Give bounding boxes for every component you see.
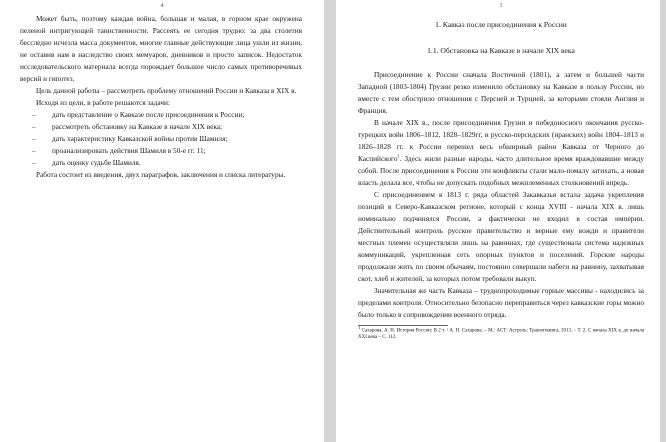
list-item: [32, 121, 302, 133]
dash-bullet-icon: –: [32, 146, 36, 155]
chapter-title: 1. Кавказ после присоединения к России: [435, 20, 567, 29]
task-text: дать характеристику Кавказской войны против Шамиля;: [52, 134, 228, 143]
task-text: дать представление о Кавказе после присоединения к России;: [52, 110, 245, 119]
list-item: [32, 133, 302, 145]
footnote-reference: 1: [397, 153, 400, 159]
intro-paragraph-1: Может быть, поэтому каждая война, большая и малая, в горном крае окружена пеленой интригующей таинственности. Рассеять ее сегодня трудно: за два столетия бесследно исчезла масса документов, многие главные действующие лица ушли из жизни, не оставив нам в наследство своих мемуаров, дневников и просто записок. Недостаток исследовательского материала всегда порождает большое число самых противоречивых версий и гипотез.: [20, 14, 302, 83]
structure-paragraph: Работа состоит из введения, двух параграфов, заключения и списка литературы.: [36, 170, 286, 179]
footnote-number: 1: [358, 325, 361, 330]
right-page-number: 3: [499, 3, 503, 9]
list-item: [32, 109, 302, 121]
left-page: [0, 0, 324, 442]
task-text: проанализировать действия Шамиля в 50-е гг. 11;: [52, 146, 206, 155]
body-paragraph-4: Значительная же часть Кавказа – труднопроходимые горные массивы - находились за пределами контроля. Относительно безопасно переправиться через кавказские горы можно было только в сопровождении военного отряда.: [358, 286, 644, 319]
tasks-lead-paragraph: Исходя из цели, в работе решаются задачи:: [36, 98, 170, 107]
footnote-text: Сахарова, А. Н. История России: В 2 т. / А. Н. Сахарова. – М.: АСТ: Астрель: Транзиткнига, 2013. – Т. 2. С начала XIX в. до начала XXI века – С. 112.: [358, 328, 644, 341]
body-paragraph-3: С присоединением в 1813 г. ряда областей Закавказья встала задача укрепления позиций в Северо-Кавказском регионе, который с конца XVIII - начала XIX в. лишь номинально подчинялся России, а фактически не входил в состав империи. Действительный контроль русское правительство и верные ему вожди и правители местных племен осуществляли лишь на равнинах, где существовала система надежных коммуникаций, укрепленная сеть опорных пунктов и поселений. Горские народы продолжали жить по своим обычаям, постоянно совершали набеги на равнину, захватывая скот, хлеб и жителей, за которых потом требовали выкуп.: [358, 190, 644, 283]
body-paragraph-1: Присоединение к России сначала Восточной (1801), а затем и большей части Западной (1803-1804) Грузии резко изменило обстановку на Кавказе в пользу России, но вместе с тем обострило отношения с Персией и Турцией, за которыми стояли Англия и Франция.: [358, 70, 644, 115]
footnote-separator: [358, 325, 448, 326]
list-item: [32, 145, 302, 157]
dash-bullet-icon: –: [32, 110, 36, 119]
task-text: рассмотреть обстановку на Кавказе в начале XIX века;: [52, 122, 223, 131]
dash-bullet-icon: –: [32, 158, 36, 167]
paragraph-2-tail-text: . Здесь жили разные народы, часто длительное время враждовавшие между собой. После присоединения к России эти конфликты стали мало-помалу затихать, а новая власть делала все, чтобы не допускать подобных межплеменных столкновений впредь.: [358, 154, 644, 187]
right-page: [336, 0, 660, 442]
list-item: [32, 157, 302, 169]
body-paragraph-2: [358, 117, 644, 189]
paragraph-2-main-text: В начале XIX в., после присоединения Грузии и победоносного окончания русско-турецких войн 1806–1812, 1828–1829гг, и русско-персидских (иранских) войн 1804–1813 и 1826–1828 гг. к России перешел весь обширный район Кавказа от Черного до Каспийского: [358, 118, 644, 163]
dash-bullet-icon: –: [32, 134, 36, 143]
task-text: дать оценку судьбе Шамиля.: [52, 158, 141, 167]
section-title: 1.1. Обстановка на Кавказе в начале XIX века: [427, 46, 575, 55]
left-page-number: 4: [160, 3, 164, 9]
tasks-list: [20, 109, 302, 169]
dash-bullet-icon: –: [32, 122, 36, 131]
goal-paragraph: Цель данной работы – рассмотреть проблему отношений России и Кавказа в XIX в.: [36, 86, 297, 95]
footnote: [358, 325, 644, 342]
